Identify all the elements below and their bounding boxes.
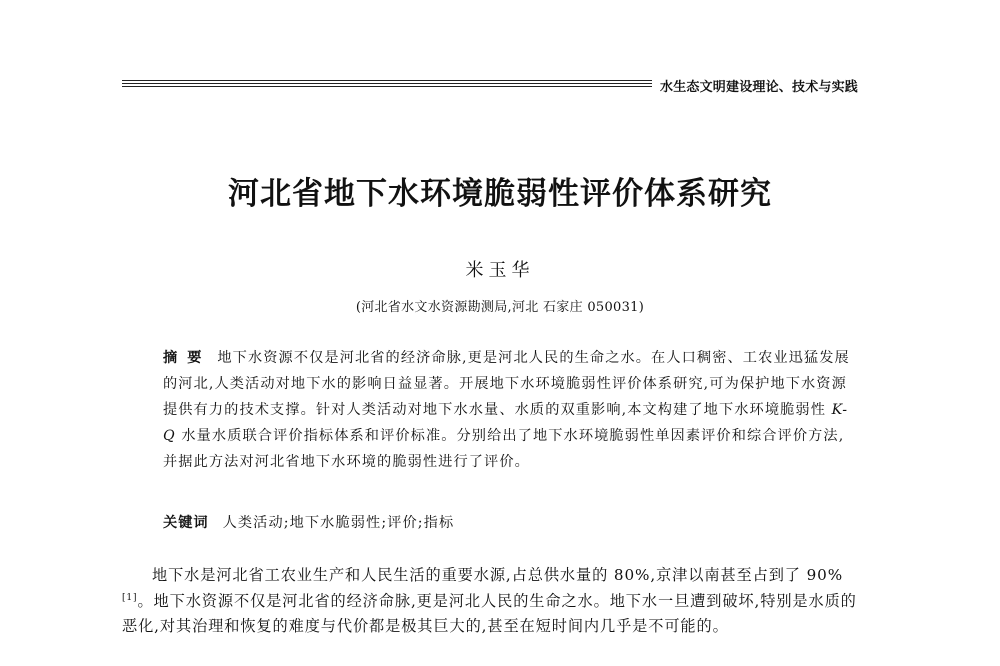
body-paragraph: [122, 563, 867, 640]
keywords: [163, 510, 853, 536]
body-paragraph-text-continued: 。地下水资源不仅是河北省的经济命脉,更是河北人民的生命之水。地下水一旦遭到破坏,特别是水质的恶化,对其治理和恢复的难度与代价都是极其巨大的,甚至在短时间内几乎是不可能的。: [122, 591, 857, 635]
header-rule-line: [122, 80, 652, 81]
abstract: [163, 345, 853, 475]
abstract-label: 摘要: [163, 350, 212, 366]
abstract-text-continued: 水量水质联合评价指标体系和评价标准。分别给出了地下水环境脆弱性单因素评价和综合评价方法,并据此方法对河北省地下水环境的脆弱性进行了评价。: [163, 428, 845, 470]
model-name: K-Q: [163, 402, 849, 444]
article-title: 河北省地下水环境脆弱性评价体系研究: [228, 176, 772, 212]
body-text: [122, 563, 867, 640]
abstract-text: 地下水资源不仅是河北省的经济命脉,更是河北人民的生命之水。在人口稠密、工农业迅猛发展的河北,人类活动对地下水的影响日益显著。开展地下水环境脆弱性评价体系研究,可为保护地下水资源提供有力的技术支撑。针对人类活动对地下水水量、水质的双重影响,本文构建了地下水环境脆弱性: [163, 350, 850, 418]
header-rule-line: [122, 86, 652, 87]
author-affiliation: (河北省水文水资源勘测局,河北 石家庄 050031): [355, 300, 645, 315]
citation-ref[interactable]: [1]: [122, 592, 138, 603]
author-name: 米玉华: [465, 260, 535, 281]
keywords-text: 人类活动;地下水脆弱性;评价;指标: [222, 515, 455, 531]
header-rule: [122, 78, 652, 90]
journal-series-title: 水生态文明建设理论、技术与实践: [660, 80, 859, 95]
keywords-label: 关键词: [163, 515, 209, 531]
body-paragraph-text: 地下水是河北省工农业生产和人民生活的重要水源,占总供水量的 80%,京津以南甚至占到了 90%: [152, 566, 844, 584]
header-rule-line: [122, 83, 652, 84]
